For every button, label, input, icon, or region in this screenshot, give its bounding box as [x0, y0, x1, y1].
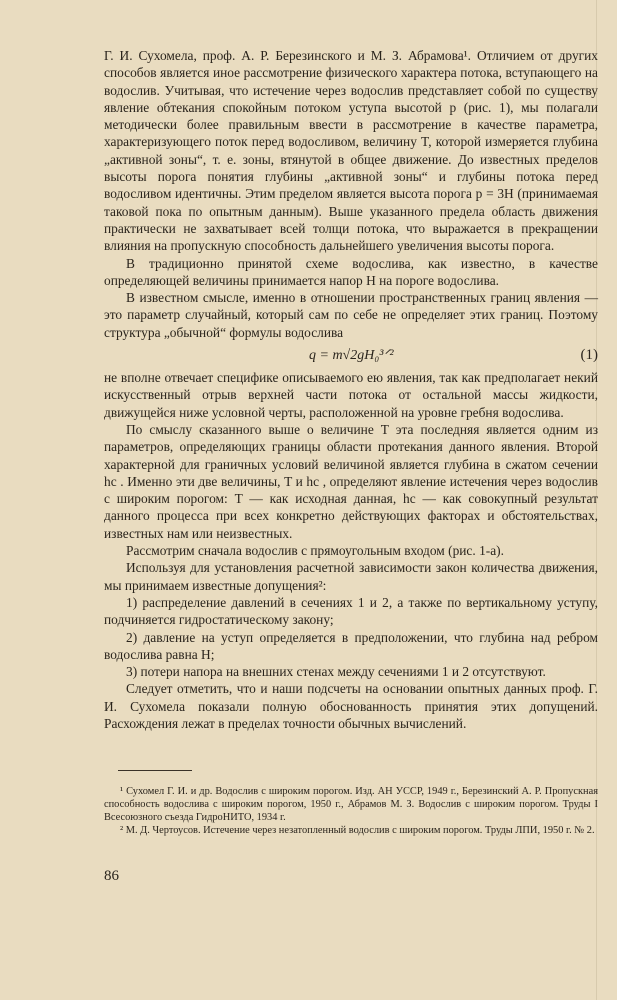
formula-block: [104, 344, 598, 368]
footnote-divider: [118, 770, 192, 771]
paragraph-1: Г. И. Сухомела, проф. А. Р. Березинского и М. З. Абрамова¹. Отличием от других способов является иное рассмотрение физического характера потока, вступающего на водослив. Учитывая, что истечение через водослив представляет собой по существу явление обтекания спокойным потоком уступа высотой p (рис. 1), мы полагали методически более правильным ввести в рассмотрение в качестве параметра, характеризующего поток перед водосливом, величину T, которой измеряется глубина „активной зоны“, т. е. зоны, втянутой в общее движение. До известных пределов высоты порога понятия глубины „активной зоны“ и глубины потока перед водосливом идентичны. Этим пределом является высота порога p = 3H (принимаемая таковой пока по опытным данным). Выше указанного предела область движения практически не захватывает всей толщи потока, что выражается в прекращении влияния на пропускную способность дальнейшего увеличения высоты порога.: [104, 48, 598, 254]
paragraph-2: В традиционно принятой схеме водослива, как известно, в качестве определяющей величины принимается напор H на пороге водослива.: [104, 255, 598, 288]
paragraph-6: Рассмотрим сначала водослив с прямоугольным входом (рис. 1-а).: [126, 543, 504, 559]
footnote-2: ² М. Д. Чертоусов. Истечение через незатопленный водослив с широким порогом. Труды ЛПИ, 1950 г. № 2.: [120, 825, 595, 837]
paragraph-8: Следует отметить, что и наши подсчеты на основании опытных данных проф. Г. И. Сухомела показали полную обоснованность принятия этих допущений. Расхождения лежат в пределах точности обычных вычислений.: [104, 681, 598, 731]
formula-expression: q = m√2gH₀³ᐟ²: [309, 348, 394, 364]
list-item-2: 2) давление на уступ определяется в предположении, что глубина над ребром водослива равна H;: [104, 629, 598, 662]
paragraph-7: Используя для установления расчетной зависимости закон количества движения, мы принимаем известные допущения²:: [104, 560, 598, 593]
paragraph-5: По смыслу сказанного выше о величине T эта последняя является одним из параметров, определяющих границы области протекания данного явления. Второй характерной для граничных условий величиной является глубина в сжатом сечении hc . Именно эти две величины, T и hc , определяют явление истечения через водослив с широким порогом: T — как исходная данная, hc — как совокупный результат данного процесса при всех конкретно действующих факторах и обстоятельствах, известных нам или неизвестных.: [104, 421, 598, 541]
list-item-3: 3) потери напора на внешних стенах между сечениями 1 и 2 отсутствуют.: [126, 664, 546, 680]
page-body: [104, 47, 598, 837]
formula-number: (1): [580, 347, 598, 364]
page-number: 86: [104, 868, 119, 884]
paragraph-4: не вполне отвечает специфике описываемого ею явления, так как предполагает некий искусственный отрыв верхней части потока от остальной массы жидкости, движущейся ниже условной черты, расположенной на уровне гребня водослива.: [104, 370, 598, 420]
paragraph-3: В известном смысле, именно в отношении пространственных границ явления — это параметр случайный, который сам по себе не определяет этих границ. Поэтому структура „обычной“ формулы водослива: [104, 290, 598, 340]
footnote-1: ¹ Сухомел Г. И. и др. Водослив с широким порогом. Изд. АН УССР, 1949 г., Березинский А. Р. Пропускная способность водослива с широким порогом, 1950 г., Абрамов М. З. Водослив с широким порогом. Труды I Всесоюзного съезда ГидроНИТО, 1934 г.: [104, 786, 598, 824]
list-item-1: 1) распределение давлений в сечениях 1 и 2, а также по вертикальному уступу, подчиняется гидростатическому закону;: [104, 594, 598, 628]
